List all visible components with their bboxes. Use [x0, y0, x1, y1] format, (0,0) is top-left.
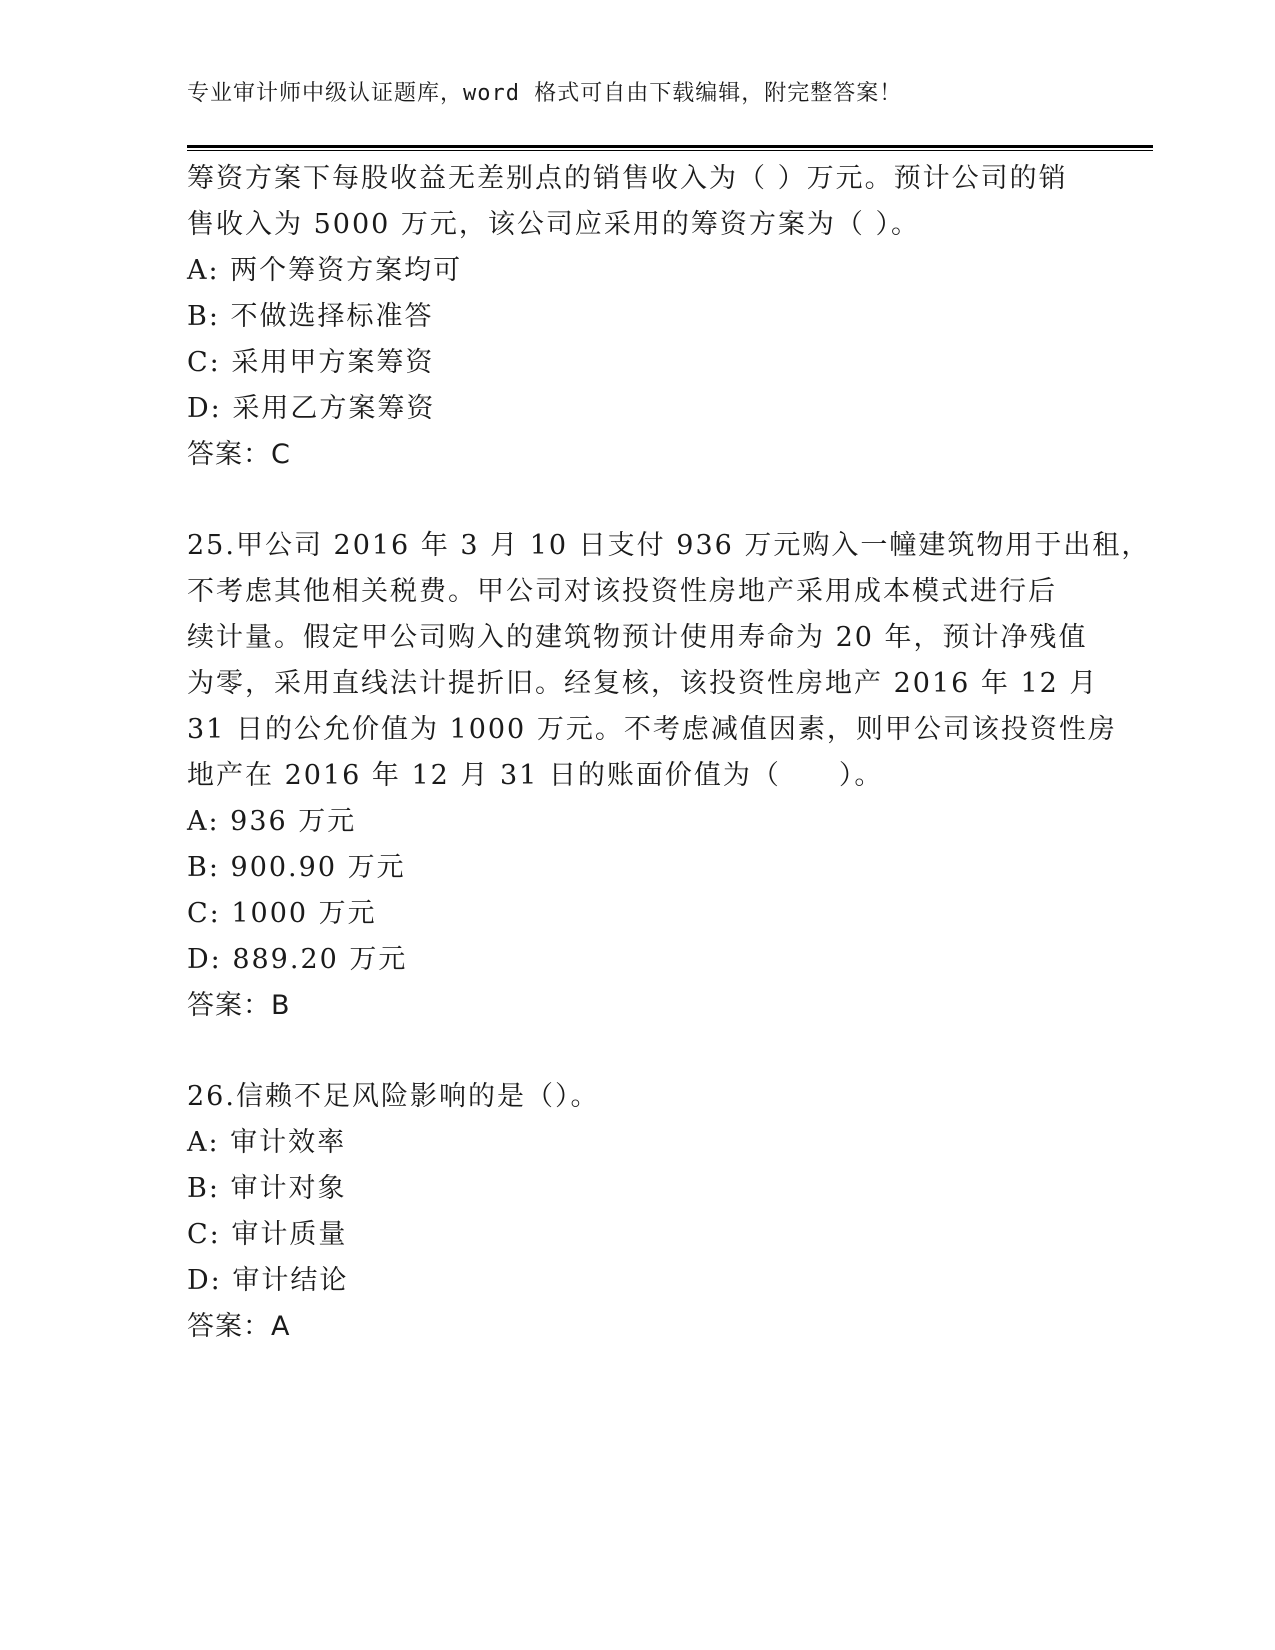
question-stem-line: 售收入为 5000 万元，该公司应采用的筹资方案为（ ）。	[187, 209, 920, 240]
question-stem-line: 地产在 2016 年 12 月 31 日的账面价值为（ ）。	[187, 760, 884, 791]
option-b: B: 不做选择标准答	[187, 301, 434, 332]
option-b: B: 900.90 万元	[187, 852, 406, 883]
answer-line: 答案：B	[187, 990, 291, 1021]
question-stem-line: 31 日的公允价值为 1000 万元。不考虑减值因素，则甲公司该投资性房	[187, 714, 1117, 745]
answer-line: 答案：C	[187, 439, 291, 470]
option-d: D: 889.20 万元	[187, 944, 408, 975]
question-stem-line: 为零，采用直线法计提折旧。经复核，该投资性房地产 2016 年 12 月	[187, 668, 1099, 699]
question-stem-line: 不考虑其他相关税费。甲公司对该投资性房地产采用成本模式进行后	[187, 576, 1057, 607]
option-c: C: 审计质量	[187, 1219, 348, 1250]
question-block	[187, 156, 1087, 478]
option-a: A: 审计效率	[187, 1127, 347, 1158]
question-block	[187, 523, 1151, 1029]
question-stem-line: 续计量。假定甲公司购入的建筑物预计使用寿命为 20 年，预计净残值	[187, 622, 1088, 653]
option-c: C: 1000 万元	[187, 898, 377, 929]
page-header: 专业审计师中级认证题库，word 格式可自由下载编辑，附完整答案！	[187, 81, 903, 106]
spacer	[187, 1029, 1087, 1074]
spacer	[187, 478, 1087, 523]
option-b: B: 审计对象	[187, 1173, 347, 1204]
question-block	[187, 1074, 1087, 1350]
option-a: A: 两个筹资方案均可	[187, 255, 463, 286]
header-rule-thin	[187, 150, 1153, 151]
option-c: C: 采用甲方案筹资	[187, 347, 435, 378]
question-stem-line: 筹资方案下每股收益无差别点的销售收入为（ ）万元。预计公司的销	[187, 163, 1068, 194]
option-d: D: 审计结论	[187, 1265, 349, 1296]
question-stem-line: 26.信赖不足风险影响的是（）。	[187, 1081, 600, 1112]
header-rule-thick	[187, 145, 1153, 148]
question-stem-line: 25.甲公司 2016 年 3 月 10 日支付 936 万元购入一幢建筑物用于出租，	[187, 530, 1151, 561]
option-d: D: 采用乙方案筹资	[187, 393, 436, 424]
answer-line: 答案：A	[187, 1311, 291, 1342]
question-content	[187, 156, 1151, 1350]
option-a: A: 936 万元	[187, 806, 357, 837]
